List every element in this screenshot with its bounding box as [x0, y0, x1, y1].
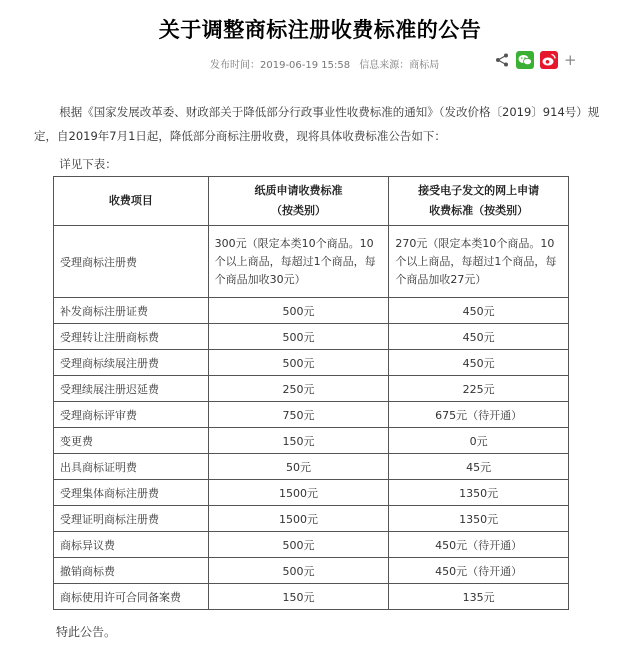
table-row	[54, 376, 569, 402]
table-row	[54, 428, 569, 454]
row-online-fee: 135元	[389, 584, 569, 610]
row-online-fee: 225元	[389, 376, 569, 402]
row-item: 受理转让注册商标费	[54, 324, 209, 350]
row-item: 补发商标注册证费	[54, 298, 209, 324]
row-paper-fee: 500元	[208, 324, 389, 350]
row-online-fee: 450元	[389, 298, 569, 324]
row-paper-fee: 1500元	[208, 506, 389, 532]
row-paper-fee: 150元	[208, 428, 389, 454]
page-title: 关于调整商标注册收费标准的公告	[158, 18, 482, 42]
article-meta	[210, 56, 445, 71]
table-row	[54, 480, 569, 506]
row-online-fee: 1350元	[389, 480, 569, 506]
row-paper-fee: 150元	[208, 584, 389, 610]
see-table-paragraph: 详见下表：	[59, 157, 117, 171]
table-header-row	[54, 177, 569, 226]
weibo-icon[interactable]	[540, 51, 558, 69]
publish-time: 发布时间：2019-06-19 15:58	[210, 60, 351, 71]
row-paper-fee: 500元	[208, 298, 389, 324]
row-online-fee: 675元（待开通）	[389, 402, 569, 428]
table-row	[54, 298, 569, 324]
header-paper-line2: （按类别）	[271, 204, 326, 217]
row-item: 受理商标注册费	[54, 226, 209, 298]
table-row	[54, 558, 569, 584]
table-row	[54, 324, 569, 350]
info-source: 信息来源：商标局	[359, 60, 440, 71]
table-row	[54, 402, 569, 428]
row-item: 商标使用许可合同备案费	[54, 584, 209, 610]
row-online-fee: 450元（待开通）	[389, 532, 569, 558]
row-item: 受理证明商标注册费	[54, 506, 209, 532]
row-online-fee: 450元（待开通）	[389, 558, 569, 584]
row-item: 出具商标证明费	[54, 454, 209, 480]
table-row	[54, 350, 569, 376]
row-paper-fee: 1500元	[208, 480, 389, 506]
table-row	[54, 532, 569, 558]
share-bar	[494, 49, 582, 71]
table-row	[54, 584, 569, 610]
fee-table	[53, 176, 569, 610]
wechat-icon[interactable]	[516, 51, 534, 69]
row-online-fee: 270元（限定本类10个商品。10个以上商品，每超过1个商品，每个商品加收27元）	[389, 226, 569, 298]
row-item: 受理商标续展注册费	[54, 350, 209, 376]
table-row	[54, 454, 569, 480]
row-item: 受理商标评审费	[54, 402, 209, 428]
header-online	[389, 177, 569, 226]
closing-note: 特此公告。	[56, 625, 117, 639]
intro-paragraph: 根据《国家发展改革委、财政部关于降低部分行政事业性收费标准的通知》（发改价格〔2019〕914号）规定，自2019年7月1日起，降低部分商标注册收费，现将具体收费标准公告如下：	[34, 105, 600, 143]
header-online-line1: 接受电子发文的网上申请	[418, 184, 540, 197]
row-online-fee: 45元	[389, 454, 569, 480]
header-paper-line1: 纸质申请收费标准	[254, 184, 343, 197]
row-paper-fee: 300元（限定本类10个商品。10个以上商品，每超过1个商品，每个商品加收30元）	[208, 226, 389, 298]
row-paper-fee: 500元	[208, 558, 389, 584]
header-paper	[208, 177, 389, 226]
row-item: 受理续展注册迟延费	[54, 376, 209, 402]
row-paper-fee: 500元	[208, 350, 389, 376]
header-online-line2: 收费标准（按类别）	[429, 204, 529, 217]
row-online-fee: 450元	[389, 350, 569, 376]
row-item: 受理集体商标注册费	[54, 480, 209, 506]
row-paper-fee: 750元	[208, 402, 389, 428]
row-online-fee: 450元	[389, 324, 569, 350]
row-paper-fee: 500元	[208, 532, 389, 558]
table-row	[54, 506, 569, 532]
table-row	[54, 226, 569, 298]
row-item: 商标异议费	[54, 532, 209, 558]
row-online-fee: 0元	[389, 428, 569, 454]
row-item: 变更费	[54, 428, 209, 454]
row-item: 撤销商标费	[54, 558, 209, 584]
share-icon[interactable]	[494, 52, 510, 68]
header-item: 收费项目	[54, 177, 209, 226]
row-online-fee: 1350元	[389, 506, 569, 532]
plus-icon[interactable]: +	[564, 51, 577, 69]
row-paper-fee: 50元	[208, 454, 389, 480]
row-paper-fee: 250元	[208, 376, 389, 402]
